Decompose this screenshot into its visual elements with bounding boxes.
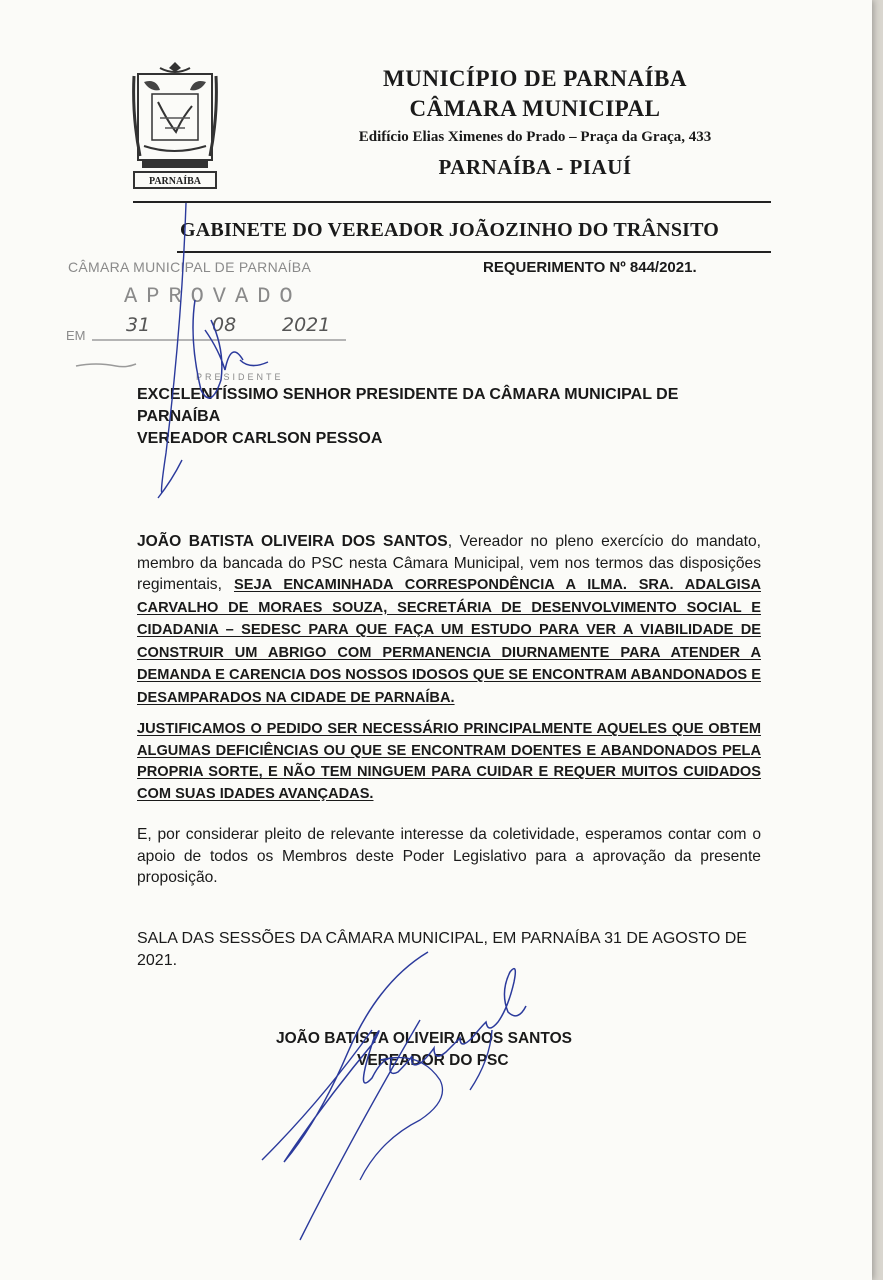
stamp-status: APROVADO <box>124 284 302 309</box>
office-title: GABINETE DO VEREADOR JOÃOZINHO DO TRÂNSITO <box>180 219 720 241</box>
request-text: SEJA ENCAMINHADA CORRESPONDÊNCIA A ILMA. SRA. ADALGISA CARVALHO DE MORAES SOUZA, SECRETÁRIA DE DESENVOLVIMENTO SOCIAL E CIDADANIA – SEDESC PARA QUE FAÇA UM ESTUDO PARA VER A VIABILIDADE DE CONSTRUIR UM ABRIGO COM PERMANENCIA DIURNAMENTE PARA ATENDER A DEMANDA E CARENCIA DOS NOSSOS IDOSOS QUE SE ENCONTRAM ABANDONADOS E DESAMPARADOS NA CIDADE DE PARNAÍBA. <box>137 577 761 706</box>
municipal-crest-icon <box>130 58 220 194</box>
request-paragraph <box>137 531 761 709</box>
signatory-role: VEREADOR DO PSC <box>357 1052 509 1069</box>
header-divider <box>133 201 771 203</box>
chamber-address: Edifício Elias Ximenes do Prado – Praça da Graça, 433 <box>358 129 712 145</box>
author-name: JOÃO BATISTA OLIVEIRA DOS SANTOS <box>137 533 448 550</box>
session-place-date: SALA DAS SESSÕES DA CÂMARA MUNICIPAL, EM PARNAÍBA 31 DE AGOSTO DE 2021. <box>137 930 747 969</box>
addressee-line-3: VEREADOR CARLSON PESSOA <box>137 430 383 447</box>
crest-banner-text: PARNAÍBA <box>148 176 202 187</box>
approval-stamp <box>66 256 366 386</box>
closing-paragraph: E, por considerar pleito de relevante interesse da coletividade, esperamos contar com o apoio de todos os Membros deste Poder Legislativo para a aprovação da presente proposição. <box>137 826 761 886</box>
justification-paragraph: JUSTIFICAMOS O PEDIDO SER NECESSÁRIO PRINCIPALMENTE AQUELES QUE OBTEM ALGUMAS DEFICIÊNCIAS OU QUE SE ENCONTRAM DOENTES E ABANDONADOS PELA PROPRIA SORTE, E NÃO TEM NINGUEM PARA CUIDAR E REQUER MUITOS CUIDADOS COM SUAS IDADES AVANÇADAS. <box>137 721 761 802</box>
chamber-title: CÂMARA MUNICIPAL <box>409 96 661 121</box>
office-divider <box>177 251 771 253</box>
addressee-line-1: EXCELENTÍSSIMO SENHOR PRESIDENTE DA CÂMARA MUNICIPAL DE <box>137 386 679 403</box>
signatory-name: JOÃO BATISTA OLIVEIRA DOS SANTOS <box>276 1030 572 1047</box>
stamp-year: 2021 <box>282 314 331 336</box>
request-intro: , Vereador no pleno exercício do mandato, membro da bancada do PSC nesta Câmara Municipal, vem nos termos das disposições regimentais, <box>137 533 762 593</box>
stamp-em-label: EM <box>66 328 86 343</box>
stamp-institution: CÂMARA MUNICIPAL DE PARNAÍBA <box>68 259 312 275</box>
stamp-role: PRESIDENTE <box>196 372 284 382</box>
stamp-month: 08 <box>212 314 237 336</box>
city-state: PARNAÍBA - PIAUÍ <box>438 155 632 179</box>
stamp-day: 31 <box>126 314 151 336</box>
request-number: REQUERIMENTO Nº 844/2021. <box>483 259 697 276</box>
municipality-title: MUNICÍPIO DE PARNAÍBA <box>383 66 687 91</box>
addressee-line-2: PARNAÍBA <box>137 408 221 425</box>
